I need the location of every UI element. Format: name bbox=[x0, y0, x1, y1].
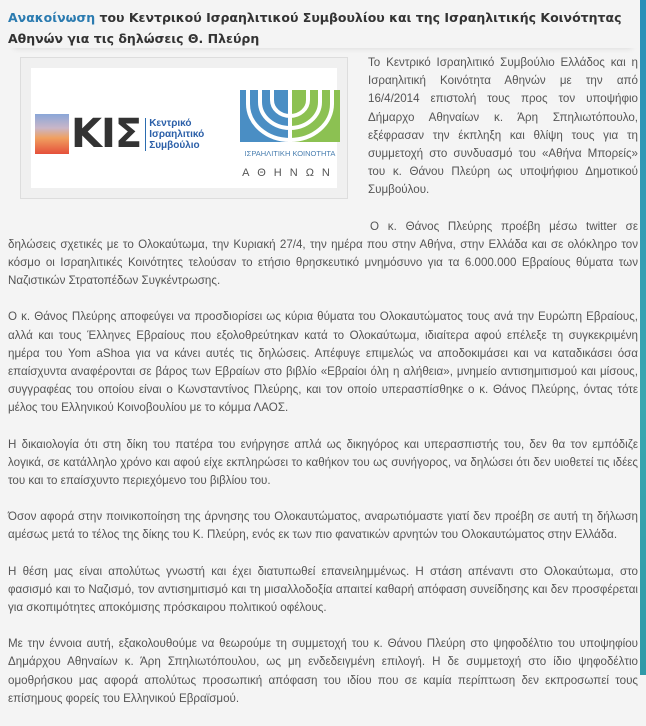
kis-logo bbox=[35, 111, 205, 157]
paragraph: Το Κεντρικό Ισραηλιτικό Συμβούλιο Ελλάδος και η Ισραηλιτική Κοινότητα Αθηνών με την από 16/4/2014 επιστολή τους προς τον υποψήφιο Δήμαρχο Αθηναίων κ. Άρη Σπηλιωτόπουλο, εξέφρασαν την έκπληξη και θλίψη τους για τη συμμετοχή στο συνδυασμό του «Αθήνα Μπορείς» του κ. Θάνου Πλεύρη ως υποψήφιου Δημοτικού Συμβούλου. bbox=[368, 56, 638, 197]
article-image bbox=[20, 57, 348, 199]
kis-logo-letters: ΚΙΣ bbox=[71, 111, 142, 157]
kis-text-line: Κεντρικό bbox=[149, 117, 192, 129]
article-title bbox=[8, 0, 638, 49]
paragraph: Η θέση μας είναι απολύτως γνωστή και έχει διατυπωθεί επανειλημμένως. Η στάση απέναντι στο Ολοκαύτωμα, στο φασισμό και το Ναζισμό, τον αντισημιτισμό και τη μισαλλοδοξία απαιτεί καθαρή απόφαση συνείδησης και δεν προσφέρεται για σκοπιμότητες αποκόμισης πρόσκαιρου πολιτικού οφέλους. bbox=[8, 564, 638, 615]
kis-text-line: Ισραηλιτικό bbox=[149, 128, 205, 140]
article-header bbox=[8, 0, 638, 48]
kis-text-line: Συμβούλιο bbox=[149, 139, 200, 151]
title-link[interactable]: Ανακοίνωση bbox=[8, 10, 96, 25]
menorah-icon bbox=[240, 90, 340, 142]
article-container bbox=[8, 0, 638, 726]
community-logo-line1: ΙΣΡΑΗΛΙΤΙΚΗ ΚΟΙΝΟΤΗΤΑ bbox=[244, 149, 336, 158]
paragraph: Ο κ. Θάνος Πλεύρης αποφεύγει να προσδιορίσει ως κύρια θύματα του Ολοκαυτώματος τους ανά την Ευρώπη Εβραίους, αλλά και τους Έλληνες Εβραίους που εξολοθρεύτηκαν κατά το Ολοκαύτωμα, ιδιαίτερα αφού επέλεξε τη συγκεκριμένη ημέρα του Yom aShoa για να κάνει αυτές τις δηλώσεις. Απέφυγε επιμελώς να αποδοκιμάσει και να καταδικάσει όσα επαίσχυντα αναφέρονται σε βάρος των Εβραίων στο βιβλίο «Εβραίοι όλη η αλήθεια», μνημείο αντισημιτισμού και μίσους, συγγραφέας του οποίου είναι ο Κωνσταντίνος Πλεύρης, και τον οποίο υπερασπίσθηκε ο κ. Θάνος Πλεύρης, όντας τότε μέλος του Ελληνικού Κοινοβουλίου με το κόμμα ΛΑΟΣ. bbox=[8, 310, 638, 415]
community-logo bbox=[237, 90, 343, 182]
kis-logo-picture bbox=[35, 114, 69, 154]
title-text: του Κεντρικού Ισραηλιτικού Συμβουλίου και της Ισραηλιτικής Κοινότητας Αθηνών για τις δηλώσεις Θ. Πλεύρη bbox=[8, 10, 622, 46]
kis-logo-text bbox=[145, 118, 204, 151]
paragraph: Όσον αφορά στην ποινικοποίηση της άρνησης του Ολοκαυτώματος, αναρωτιόμαστε γιατί δεν προέβη σε αυτή τη δήλωση αμέσως μετά το τέλος της δίκης του Κ. Πλεύρη, ενός εκ των πιο φανατικών αρνητών του Ολοκαυτώματος στην Ελλάδα. bbox=[8, 510, 638, 542]
article-body bbox=[8, 54, 638, 708]
paragraph: Με την έννοια αυτή, εξακολουθούμε να θεωρούμε τη συμμετοχή του κ. Θάνου Πλεύρη στο ψηφοδέλτιο του υποψηφίου Δημάρχου Αθηναίων κ. Άρη Σπηλιωτόπουλου, ως μη ενδεδειγμένη επιλογή. Η δε συμμετοχή στο ίδιο ψηφοδέλτιο ομοθρήσκου μας αφορά απολύτως προσωπική απόφαση του ιδίου που σε καμία περίπτωση δεν εκπροσωπεί τους επίσημους φορείς του Ελληνικού Εβραϊσμού. bbox=[8, 637, 638, 705]
community-logo-line2: ΑΘΗΝΩΝ bbox=[242, 167, 338, 180]
paragraph: Η δικαιολογία ότι στη δίκη του πατέρα του ενήργησε απλά ως δικηγόρος και υπερασπιστής του, δεν θα τον εμπόδιζε λογικά, σε κατάλληλο χρόνο και αφού είχε εκπληρώσει το καθήκον του ως συνήγορος, να δηλώσει ότι δεν υιοθετεί τις ιδέες του και το επαίσχυντο περιεχόμενο του βιβλίου του. bbox=[8, 437, 638, 488]
page-edge-strip bbox=[640, 0, 646, 675]
paragraph: Ο κ. Θάνος Πλεύρης προέβη μέσω twitter σε δηλώσεις σχετικές με το Ολοκαύτωμα, την Κυριακή 27/4, την ημέρα που στην Αθήνα, στην Ελλάδα και σε ολόκληρο τον κόσμο οι Ισραηλιτικές Κοινότητες τελούσαν το ετήσιο θρησκευτικό μνημόσυνο για τα 6.000.000 Εβραίους θύματα των Ναζιστικών Στρατοπέδων Συγκέντρωσης. bbox=[8, 219, 638, 288]
